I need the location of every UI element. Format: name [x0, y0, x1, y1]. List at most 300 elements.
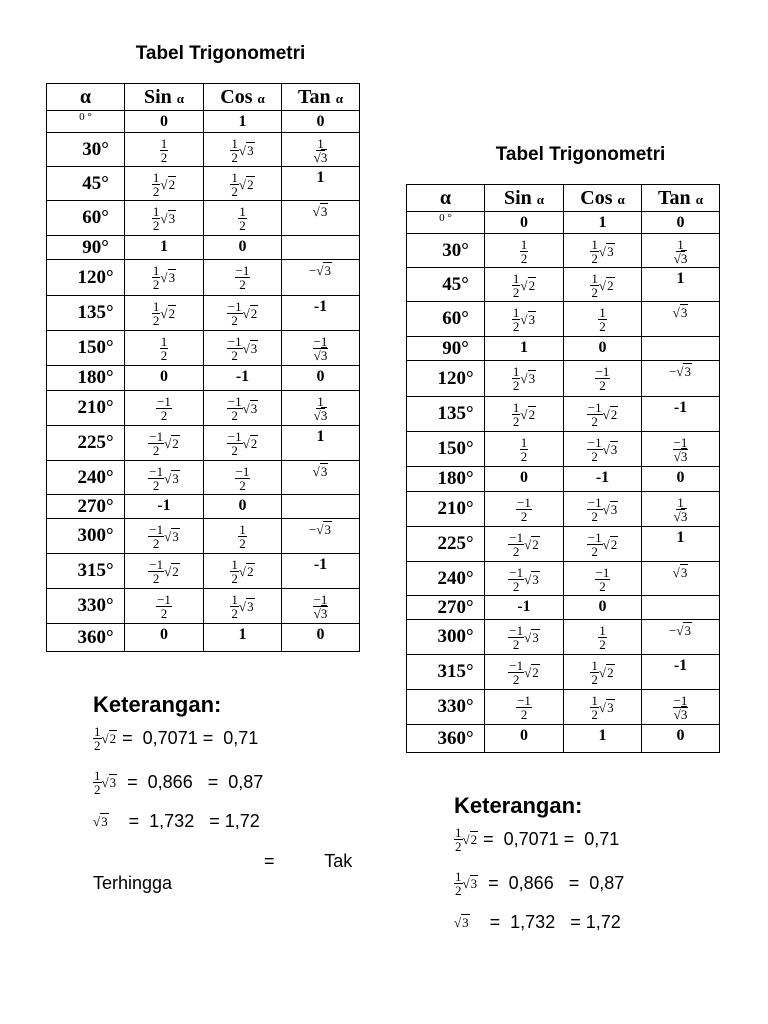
radicand: 2	[532, 536, 539, 552]
fraction	[152, 300, 161, 327]
root-sign: √	[520, 277, 528, 293]
value-expression	[230, 593, 254, 620]
angle-cell: 60°	[407, 302, 485, 337]
radicand: 2	[247, 563, 254, 579]
denominator: 2	[591, 285, 598, 300]
fraction	[512, 401, 521, 428]
value-expression	[673, 694, 689, 721]
keterangan-value: = 0,7071 = 0,71	[478, 829, 620, 849]
table-row	[47, 624, 360, 652]
header-sin-label: Sin	[503, 186, 532, 209]
table-row	[407, 268, 720, 302]
header-tan-label: Tan	[658, 186, 691, 209]
radicand: 3	[168, 269, 176, 285]
root-sign: √	[673, 707, 681, 722]
denominator: 2	[239, 277, 246, 292]
value-expression: -1	[673, 657, 688, 674]
denominator: 2	[591, 544, 598, 559]
cos-cell	[204, 426, 282, 461]
numerator: 1	[512, 364, 520, 379]
radicand: 2	[607, 664, 614, 680]
radical	[599, 665, 615, 681]
value-expression	[590, 272, 614, 299]
tan-cell	[282, 461, 360, 495]
value-expression	[590, 694, 614, 721]
numerator: 1	[591, 693, 598, 708]
root-sign: √	[462, 831, 470, 847]
denominator: 2	[231, 313, 238, 328]
value-expression	[313, 335, 329, 362]
angle-cell: 360°	[407, 725, 485, 753]
denominator: 2	[591, 414, 598, 429]
root-sign: √	[598, 664, 607, 680]
root-sign: √	[238, 176, 247, 192]
root-sign: √	[602, 441, 610, 457]
numerator: −1	[673, 435, 688, 450]
fraction	[314, 395, 328, 422]
numerator: −1	[313, 592, 328, 607]
sin-cell	[485, 655, 564, 690]
table-row	[407, 655, 720, 690]
fraction	[235, 465, 251, 492]
denominator: 2	[520, 707, 528, 722]
numerator: 1	[512, 400, 520, 415]
denominator: 2	[152, 443, 160, 458]
radicand: 3	[680, 565, 688, 580]
value-expression	[235, 264, 251, 291]
angle-cell: 330°	[47, 589, 125, 624]
table-title: Tabel Trigonometri	[495, 144, 666, 165]
numerator: 1	[94, 724, 101, 739]
keterangan-line	[454, 912, 621, 933]
numerator: 1	[512, 305, 520, 320]
keterangan-value: = 1,732 = 1,72	[469, 912, 621, 932]
value-expression	[595, 566, 611, 593]
value-expression	[595, 365, 611, 392]
value-expression	[152, 300, 176, 327]
fraction	[673, 694, 689, 721]
table-row	[47, 133, 360, 167]
value-expression: 0	[520, 214, 528, 231]
sin-cell	[485, 690, 564, 725]
table-row	[407, 690, 720, 725]
tan-cell	[642, 397, 720, 432]
denominator: 2	[591, 672, 598, 687]
sin-cell	[485, 596, 564, 620]
sin-cell	[485, 492, 564, 527]
tan-cell	[642, 337, 720, 361]
numerator: −1	[587, 495, 602, 510]
denominator	[674, 450, 688, 463]
angle-cell: 60°	[47, 201, 125, 236]
minus-sign: −	[669, 623, 677, 638]
keterangan-lhs	[93, 725, 117, 752]
table-row	[407, 492, 720, 527]
numerator: 1	[317, 394, 324, 409]
fraction	[313, 593, 329, 620]
denominator: 2	[591, 509, 598, 524]
root-sign: √	[164, 470, 172, 486]
numerator: 1	[231, 136, 238, 151]
denominator: 2	[160, 348, 168, 363]
root-sign: √	[238, 598, 247, 614]
value-expression: 1	[238, 626, 247, 643]
numerator: 1	[317, 136, 324, 151]
angle-cell: 120°	[407, 361, 485, 397]
tan-cell	[282, 236, 360, 260]
sin-cell	[125, 589, 204, 624]
value-expression	[313, 593, 329, 620]
tan-cell	[282, 426, 360, 461]
fraction	[508, 531, 524, 558]
denominator: 2	[591, 707, 598, 722]
value-expression: 1	[316, 169, 325, 186]
cos-cell	[564, 655, 642, 690]
angle-cell: 135°	[407, 397, 485, 432]
tan-cell	[282, 366, 360, 391]
header-tan	[642, 185, 720, 212]
numerator: 1	[152, 204, 160, 219]
value-expression: 0	[238, 238, 247, 255]
cos-cell	[564, 527, 642, 562]
minus-sign: −	[309, 522, 317, 537]
root-sign: √	[524, 664, 532, 680]
value-expression: 1	[676, 529, 685, 546]
tan-cell	[642, 432, 720, 467]
value-expression	[156, 395, 172, 422]
radicand: 3	[470, 875, 478, 891]
denominator: 2	[152, 478, 160, 493]
header-cos	[204, 84, 282, 111]
table-row	[407, 620, 720, 655]
root-sign: √	[238, 142, 247, 158]
table-row	[407, 337, 720, 361]
value-expression	[309, 263, 332, 279]
value-expression	[227, 300, 258, 327]
table-row	[407, 361, 720, 397]
table-row	[47, 391, 360, 426]
fraction	[508, 624, 524, 651]
numerator: −1	[587, 530, 602, 545]
value-expression	[520, 436, 529, 463]
sin-cell	[125, 260, 204, 296]
cos-cell	[204, 589, 282, 624]
fraction	[313, 335, 329, 362]
radicand: 3	[324, 522, 331, 537]
value-expression	[598, 306, 607, 333]
numerator: 1	[599, 305, 606, 320]
radicand: 2	[610, 536, 618, 552]
value-expression	[227, 335, 258, 362]
denominator: 2	[455, 883, 462, 898]
header-sin-label: Sin	[143, 85, 172, 108]
value-expression	[230, 137, 254, 164]
tan-cell	[642, 690, 720, 725]
root-sign: √	[160, 269, 168, 285]
keterangan-lhs	[454, 915, 470, 931]
radical	[463, 832, 479, 848]
value-expression	[152, 171, 176, 198]
angle-cell: 0 °	[47, 111, 125, 133]
root-sign: √	[313, 408, 321, 423]
cos-cell	[204, 260, 282, 296]
value-expression: 0	[598, 339, 607, 356]
sin-cell	[485, 302, 564, 337]
numerator: −1	[673, 693, 688, 708]
value-expression	[590, 659, 614, 686]
tan-cell	[642, 302, 720, 337]
denominator: 2	[512, 378, 520, 393]
table-row	[407, 302, 720, 337]
keterangan-value: = 1,732 = 1,72	[108, 811, 260, 831]
minus-sign: −	[309, 263, 317, 278]
value-expression	[516, 496, 532, 523]
numerator: 1	[94, 768, 101, 783]
tak-line: = Tak	[264, 851, 353, 871]
value-expression	[673, 436, 689, 463]
radicand: 2	[168, 305, 176, 321]
fraction	[674, 238, 688, 265]
cos-cell	[204, 624, 282, 652]
trig-table	[46, 83, 360, 652]
radicand: 3	[168, 210, 176, 226]
value-expression: 0	[520, 469, 528, 486]
denominator: 2	[520, 449, 528, 464]
numerator: −1	[157, 592, 171, 607]
cos-cell	[204, 461, 282, 495]
sin-cell	[485, 725, 564, 753]
cos-cell	[564, 212, 642, 234]
angle-cell: 315°	[407, 655, 485, 690]
trig-table	[406, 184, 720, 753]
root-sign: √	[313, 606, 321, 621]
fraction	[454, 870, 463, 897]
cos-cell	[564, 492, 642, 527]
angle-cell: 120°	[47, 260, 125, 296]
radical	[239, 564, 255, 580]
numerator: 1	[591, 237, 598, 252]
keterangan-value: = 0,7071 = 0,71	[117, 728, 259, 748]
denominator: 2	[231, 184, 238, 199]
value-expression: 0	[238, 497, 247, 514]
keterangan-line	[93, 769, 263, 796]
header-cos	[564, 185, 642, 212]
radical	[239, 177, 255, 193]
value-expression	[674, 496, 688, 523]
denominator: 2	[599, 378, 606, 393]
keterangan-lhs	[454, 870, 478, 897]
numerator: −1	[595, 565, 610, 580]
tan-cell	[282, 133, 360, 167]
tan-cell	[282, 624, 360, 652]
numerator: −1	[227, 334, 242, 349]
fraction	[93, 769, 102, 796]
minus-sign: −	[669, 364, 677, 379]
radicand: 3	[532, 571, 539, 587]
radical	[93, 814, 109, 830]
sin-cell	[485, 268, 564, 302]
table-row	[47, 461, 360, 495]
value-expression	[230, 171, 254, 198]
denominator: 2	[231, 571, 238, 586]
value-expression: 1	[520, 339, 528, 356]
sin-cell	[125, 167, 204, 201]
value-expression	[238, 205, 247, 232]
radicand: 3	[247, 142, 254, 158]
value-expression: 0	[676, 727, 685, 744]
angle-cell: 315°	[47, 554, 125, 589]
value-expression: 0	[676, 214, 685, 231]
value-expression: -1	[313, 298, 328, 315]
value-expression	[508, 566, 539, 593]
radical	[520, 371, 536, 387]
fraction	[512, 365, 521, 392]
table-row	[407, 212, 720, 234]
denominator: 2	[512, 579, 520, 594]
root-sign: √	[238, 563, 247, 579]
keterangan-line	[454, 826, 619, 853]
sin-cell	[125, 296, 204, 331]
tan-cell	[642, 492, 720, 527]
radicand: 2	[607, 277, 614, 293]
numerator: −1	[587, 400, 602, 415]
table-row	[47, 366, 360, 391]
radicand: 3	[247, 598, 254, 614]
radical	[164, 471, 180, 487]
header-cos-arg: α	[617, 191, 625, 207]
radicand: 3	[680, 707, 688, 722]
denominator	[314, 409, 328, 422]
table-row	[47, 554, 360, 589]
value-expression: -1	[157, 497, 171, 514]
fraction	[227, 395, 243, 422]
sin-cell	[125, 495, 204, 519]
denominator: 2	[520, 509, 528, 524]
value-expression: 0	[316, 113, 325, 130]
numerator: −1	[517, 693, 531, 708]
denominator: 2	[152, 184, 160, 199]
denominator: 2	[520, 251, 528, 266]
value-expression	[512, 401, 536, 428]
denominator: 2	[160, 150, 168, 165]
table-row	[407, 234, 720, 268]
sin-cell	[485, 337, 564, 361]
radical	[102, 775, 118, 791]
value-expression	[669, 364, 692, 380]
root-sign: √	[93, 813, 101, 829]
numerator: −1	[157, 394, 171, 409]
denominator: 2	[455, 839, 462, 854]
radicand: 3	[610, 441, 618, 457]
root-sign: √	[160, 176, 168, 192]
angle-cell: 225°	[47, 426, 125, 461]
header-sin	[125, 84, 204, 111]
value-expression: 0	[676, 469, 685, 486]
tan-cell	[642, 655, 720, 690]
numerator: −1	[313, 334, 328, 349]
value-expression	[148, 558, 179, 585]
cos-cell	[204, 391, 282, 426]
radical	[599, 244, 615, 260]
root-sign: √	[673, 251, 681, 266]
denominator: 2	[231, 443, 238, 458]
numerator: −1	[509, 658, 524, 673]
numerator: 1	[520, 435, 528, 450]
value-expression	[314, 137, 328, 164]
sin-cell	[485, 212, 564, 234]
radicand: 3	[607, 243, 614, 259]
table-row	[407, 596, 720, 620]
denominator: 2	[512, 285, 520, 300]
fraction	[590, 238, 599, 265]
fraction	[230, 137, 239, 164]
denominator: 2	[591, 251, 598, 266]
numerator: −1	[227, 394, 242, 409]
angle-cell: 270°	[407, 596, 485, 620]
sin-cell	[125, 426, 204, 461]
tan-cell	[282, 111, 360, 133]
value-expression	[235, 465, 251, 492]
radical	[599, 278, 615, 294]
denominator: 2	[512, 637, 520, 652]
root-sign: √	[524, 571, 532, 587]
root-sign: √	[242, 400, 250, 416]
sin-cell	[485, 397, 564, 432]
tan-cell	[282, 260, 360, 296]
numerator: −1	[517, 495, 531, 510]
keterangan-lhs	[93, 769, 117, 796]
header-tan-arg: α	[335, 90, 343, 106]
fraction	[230, 558, 239, 585]
value-expression	[314, 395, 328, 422]
numerator: −1	[509, 530, 524, 545]
tan-cell	[282, 495, 360, 519]
header-sin-arg: α	[176, 90, 185, 106]
numerator: 1	[677, 237, 684, 252]
angle-cell: 225°	[407, 527, 485, 562]
table-row	[47, 111, 360, 133]
value-expression	[673, 565, 689, 581]
radicand: 3	[610, 501, 618, 517]
radical	[524, 665, 540, 681]
fraction	[598, 624, 607, 651]
cos-cell	[204, 366, 282, 391]
numerator: −1	[149, 557, 164, 572]
root-sign: √	[462, 875, 470, 891]
radical	[603, 407, 619, 423]
numerator: 1	[231, 592, 238, 607]
angle-cell: 150°	[407, 432, 485, 467]
numerator: 1	[160, 136, 168, 151]
denominator: 2	[512, 319, 520, 334]
root-sign: √	[313, 150, 321, 165]
root-sign: √	[101, 774, 109, 790]
keterangan-value: = 0,866 = 0,87	[478, 873, 625, 893]
radicand: 3	[684, 364, 691, 379]
table-row	[47, 519, 360, 554]
tan-cell	[642, 234, 720, 268]
radicand: 3	[320, 150, 328, 165]
root-sign: √	[316, 263, 324, 278]
fraction	[160, 137, 169, 164]
radicand: 2	[528, 277, 536, 293]
radical	[243, 341, 259, 357]
radicand: 3	[320, 606, 328, 621]
denominator: 2	[94, 782, 101, 797]
table-row	[47, 201, 360, 236]
fraction	[230, 171, 239, 198]
numerator: 1	[520, 237, 528, 252]
